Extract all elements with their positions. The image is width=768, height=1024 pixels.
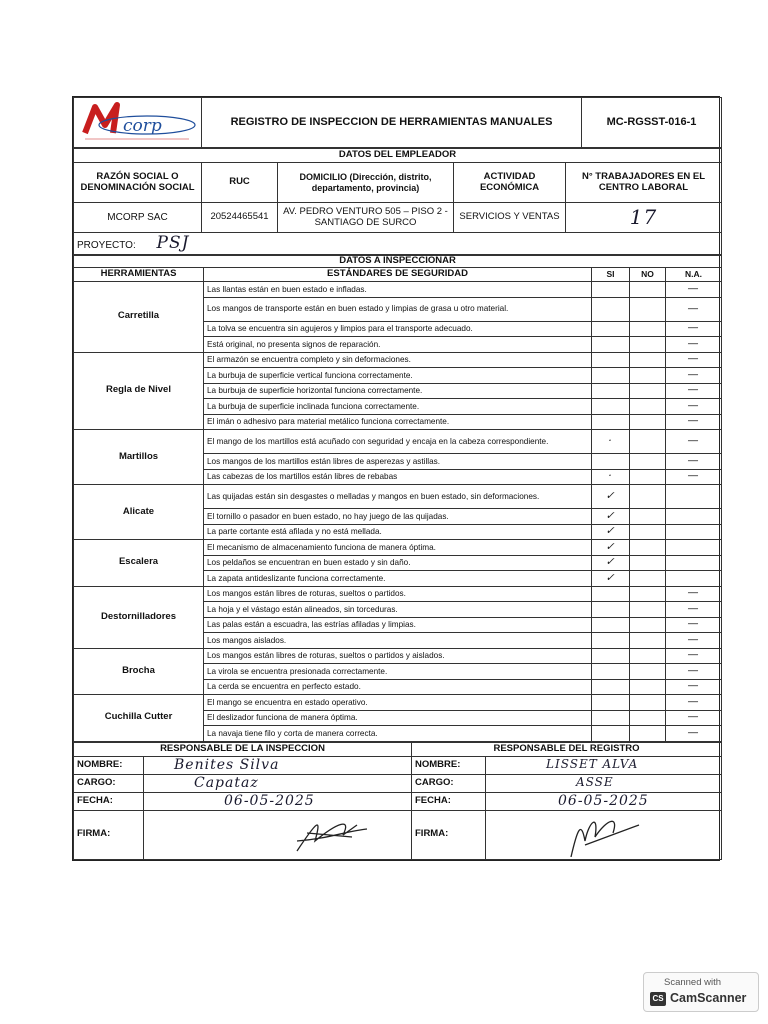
camscanner-icon: CS [650, 992, 666, 1006]
scanned-with-text: Scanned with [664, 977, 722, 988]
insp-firma-label: FIRMA: [74, 810, 144, 860]
camscanner-badge [643, 972, 759, 1012]
reg-nombre-value: LISSET ALVA [486, 756, 722, 774]
standard-text: Los mangos de transporte están en buen estado y limpias de grasa u otro material. [204, 297, 592, 321]
mark-no[interactable] [630, 352, 666, 368]
employer-section-title: DATOS DEL EMPLEADOR [74, 149, 722, 163]
mark-si[interactable]: ✓ [592, 485, 630, 509]
mark-na[interactable] [666, 555, 722, 571]
col-si: SI [592, 268, 630, 282]
standard-text: La tolva se encuentra sin agujeros y limpios para el transporte adecuado. [204, 321, 592, 337]
domicilio-value: AV. PEDRO VENTURO 505 – PISO 2 - SANTIAGO DE SURCO [278, 203, 454, 233]
mark-si[interactable] [592, 352, 630, 368]
reg-fecha-value: 06-05-2025 [486, 792, 722, 810]
mark-na[interactable]: — [666, 617, 722, 633]
mark-si[interactable] [592, 664, 630, 680]
standard-text: El mango de los martillos está acuñado con seguridad y encaja en la cabeza correspondiente. [204, 430, 592, 454]
mark-no[interactable] [630, 282, 666, 298]
mark-no[interactable] [630, 321, 666, 337]
mcorp-logo [77, 101, 198, 145]
insp-nombre-label: NOMBRE: [74, 756, 144, 774]
mark-no[interactable] [630, 726, 666, 742]
col-domicilio: DOMICILIO (Dirección, distrito, departamento, provincia) [278, 163, 454, 203]
mark-si[interactable] [592, 454, 630, 470]
inspection-section-title: DATOS A INSPECCIONAR [74, 256, 722, 268]
mark-si[interactable] [592, 617, 630, 633]
tool-name: Martillos [74, 430, 204, 485]
insp-nombre-value: Benites Silva [144, 756, 412, 774]
standard-text: La burbuja de superficie horizontal funciona correctamente. [204, 383, 592, 399]
col-trabajadores: N° TRABAJADORES EN EL CENTRO LABORAL [566, 163, 722, 203]
mark-no[interactable] [630, 337, 666, 353]
inspection-form [72, 96, 720, 861]
mark-si[interactable]: ✓ [592, 524, 630, 540]
mark-no[interactable] [630, 648, 666, 664]
inspection-resp-title: RESPONSABLE DE LA INSPECCION [74, 742, 412, 756]
standard-row [74, 695, 722, 711]
mark-no[interactable] [630, 399, 666, 415]
mark-no[interactable] [630, 602, 666, 618]
mark-si[interactable] [592, 602, 630, 618]
mark-na[interactable] [666, 571, 722, 587]
mark-na[interactable]: — [666, 454, 722, 470]
trabajadores-value: 17 [566, 203, 722, 233]
mark-na[interactable] [666, 509, 722, 525]
tool-name: Destornilladores [74, 586, 204, 648]
mark-no[interactable] [630, 368, 666, 384]
mark-no[interactable] [630, 540, 666, 556]
mark-si[interactable] [592, 648, 630, 664]
mark-si[interactable]: ✓ [592, 555, 630, 571]
mark-si[interactable]: ✓ [592, 571, 630, 587]
insp-fecha-value: 06-05-2025 [144, 792, 412, 810]
reg-cargo-value: ASSE [486, 774, 722, 792]
tool-name: Escalera [74, 540, 204, 587]
standard-text: Los mangos están libres de roturas, sueltos o partidos. [204, 586, 592, 602]
mark-na[interactable]: — [666, 383, 722, 399]
mark-si[interactable]: ✓ [592, 540, 630, 556]
mark-si[interactable] [592, 321, 630, 337]
standard-text: Las cabezas de los martillos están libres de rebabas [204, 469, 592, 485]
mark-na[interactable]: — [666, 337, 722, 353]
reg-signature-icon [489, 811, 719, 857]
mark-na[interactable]: — [666, 664, 722, 680]
logo-cell [74, 98, 202, 148]
mark-si[interactable] [592, 586, 630, 602]
standard-text: El mecanismo de almacenamiento funciona de manera óptima. [204, 540, 592, 556]
mark-na[interactable]: — [666, 633, 722, 649]
mark-no[interactable] [630, 586, 666, 602]
insp-signature-icon [147, 811, 407, 857]
standard-text: Los peldaños se encuentran en buen estado y sin daño. [204, 555, 592, 571]
tool-name: Carretilla [74, 282, 204, 353]
registry-resp-title: RESPONSABLE DEL REGISTRO [412, 742, 722, 756]
mark-na[interactable]: — [666, 368, 722, 384]
project-label: PROYECTO: [77, 239, 136, 251]
mark-na[interactable]: — [666, 399, 722, 415]
mark-si[interactable] [592, 679, 630, 695]
standard-text: El deslizador funciona de manera óptima. [204, 710, 592, 726]
insp-signature-cell [144, 810, 412, 860]
mark-no[interactable] [630, 524, 666, 540]
mark-no[interactable] [630, 414, 666, 430]
reg-cargo-label: CARGO: [412, 774, 486, 792]
mark-na[interactable]: — [666, 414, 722, 430]
mark-si[interactable] [592, 726, 630, 742]
standard-row [74, 282, 722, 298]
col-razon: RAZÓN SOCIAL O DENOMINACIÓN SOCIAL [74, 163, 202, 203]
mark-no[interactable] [630, 633, 666, 649]
mark-no[interactable] [630, 430, 666, 454]
mark-na[interactable]: — [666, 710, 722, 726]
insp-fecha-label: FECHA: [74, 792, 144, 810]
razon-value: MCORP SAC [74, 203, 202, 233]
mark-no[interactable] [630, 664, 666, 680]
mark-si[interactable] [592, 383, 630, 399]
standard-text: La burbuja de superficie vertical funciona correctamente. [204, 368, 592, 384]
reg-nombre-label: NOMBRE: [412, 756, 486, 774]
mark-no[interactable] [630, 383, 666, 399]
mark-no[interactable] [630, 509, 666, 525]
mark-na[interactable] [666, 540, 722, 556]
standard-text: El armazón se encuentra completo y sin deformaciones. [204, 352, 592, 368]
mark-no[interactable] [630, 454, 666, 470]
col-ruc: RUC [202, 163, 278, 203]
col-no: NO [630, 268, 666, 282]
col-actividad: ACTIVIDAD ECONÓMICA [454, 163, 566, 203]
mark-no[interactable] [630, 555, 666, 571]
insp-cargo-value: Capataz [144, 774, 412, 792]
project-value: PSJ [156, 232, 190, 253]
tool-name: Cuchilla Cutter [74, 695, 204, 742]
mark-si[interactable]: · [592, 430, 630, 454]
tool-name: Alicate [74, 485, 204, 540]
mark-na[interactable]: — [666, 695, 722, 711]
standard-text: Las quijadas están sin desgastes o melladas y mangos en buen estado, sin deformaciones. [204, 485, 592, 509]
mark-no[interactable] [630, 297, 666, 321]
mark-na[interactable]: — [666, 430, 722, 454]
mark-si[interactable] [592, 297, 630, 321]
mark-na[interactable]: — [666, 297, 722, 321]
standard-text: El tornillo o pasador en buen estado, no hay juego de las quijadas. [204, 509, 592, 525]
mark-si[interactable] [592, 337, 630, 353]
tool-name: Brocha [74, 648, 204, 695]
reg-fecha-label: FECHA: [412, 792, 486, 810]
mark-no[interactable] [630, 679, 666, 695]
mark-na[interactable]: — [666, 648, 722, 664]
mark-na[interactable]: — [666, 352, 722, 368]
mark-si[interactable] [592, 695, 630, 711]
mcorp-logo-icon [77, 101, 197, 145]
mark-si[interactable] [592, 414, 630, 430]
standard-text: La virola se encuentra presionada correctamente. [204, 664, 592, 680]
standard-text: La hoja y el vástago están alineados, sin torceduras. [204, 602, 592, 618]
standard-row [74, 540, 722, 556]
mark-si[interactable] [592, 399, 630, 415]
mark-si[interactable] [592, 633, 630, 649]
mark-na[interactable]: — [666, 586, 722, 602]
standard-row [74, 430, 722, 454]
mark-na[interactable]: — [666, 469, 722, 485]
logo-text: corp [123, 115, 162, 136]
form-code: MC-RGSST-016-1 [582, 98, 722, 148]
tool-name: Regla de Nivel [74, 352, 204, 430]
mark-si[interactable] [592, 710, 630, 726]
header-table [73, 97, 722, 148]
insp-cargo-label: CARGO: [74, 774, 144, 792]
standard-text: Los mangos están libres de roturas, sueltos o partidos y aislados. [204, 648, 592, 664]
mark-no[interactable] [630, 695, 666, 711]
standard-text: La burbuja de superficie inclinada funciona correctamente. [204, 399, 592, 415]
col-tool: HERRAMIENTAS [74, 268, 204, 282]
standard-text: Está original, no presenta signos de reparación. [204, 337, 592, 353]
mark-na[interactable]: — [666, 282, 722, 298]
standard-text: El mango se encuentra en estado operativo. [204, 695, 592, 711]
actividad-value: SERVICIOS Y VENTAS [454, 203, 566, 233]
mark-na[interactable]: — [666, 726, 722, 742]
mark-si[interactable]: ✓ [592, 509, 630, 525]
responsible-table [73, 742, 722, 861]
mark-si[interactable] [592, 282, 630, 298]
col-std: ESTÁNDARES DE SEGURIDAD [204, 268, 592, 282]
mark-no[interactable] [630, 469, 666, 485]
standard-row [74, 352, 722, 368]
mark-no[interactable] [630, 571, 666, 587]
standard-text: Las llantas están en buen estado e infladas. [204, 282, 592, 298]
standard-text: El imán o adhesivo para material metálico funciona correctamente. [204, 414, 592, 430]
mark-na[interactable] [666, 524, 722, 540]
mark-na[interactable]: — [666, 602, 722, 618]
mark-na[interactable]: — [666, 679, 722, 695]
mark-si[interactable] [592, 368, 630, 384]
standard-row [74, 485, 722, 509]
standard-text: Las palas están a escuadra, las estrías afiladas y limpias. [204, 617, 592, 633]
form-title: REGISTRO DE INSPECCION DE HERRAMIENTAS MANUALES [202, 98, 582, 148]
inspection-table [73, 255, 722, 742]
camscanner-brand: CamScanner [670, 991, 747, 1005]
mark-na[interactable] [666, 485, 722, 509]
standard-text: La zapata antideslizante funciona correctamente. [204, 571, 592, 587]
mark-na[interactable]: — [666, 321, 722, 337]
mark-no[interactable] [630, 710, 666, 726]
reg-firma-label: FIRMA: [412, 810, 486, 860]
standard-text: Los mangos aislados. [204, 633, 592, 649]
mark-no[interactable] [630, 485, 666, 509]
mark-no[interactable] [630, 617, 666, 633]
standard-text: La parte cortante está afilada y no está mellada. [204, 524, 592, 540]
employer-table [73, 148, 722, 255]
standard-text: La cerda se encuentra en perfecto estado. [204, 679, 592, 695]
standard-row [74, 648, 722, 664]
reg-signature-cell [486, 810, 722, 860]
col-na: N.A. [666, 268, 722, 282]
mark-si[interactable]: · [592, 469, 630, 485]
standard-text: La navaja tiene filo y corta de manera correcta. [204, 726, 592, 742]
standard-text: Los mangos de los martillos están libres de asperezas y astillas. [204, 454, 592, 470]
ruc-value: 20524465541 [202, 203, 278, 233]
standard-row [74, 586, 722, 602]
